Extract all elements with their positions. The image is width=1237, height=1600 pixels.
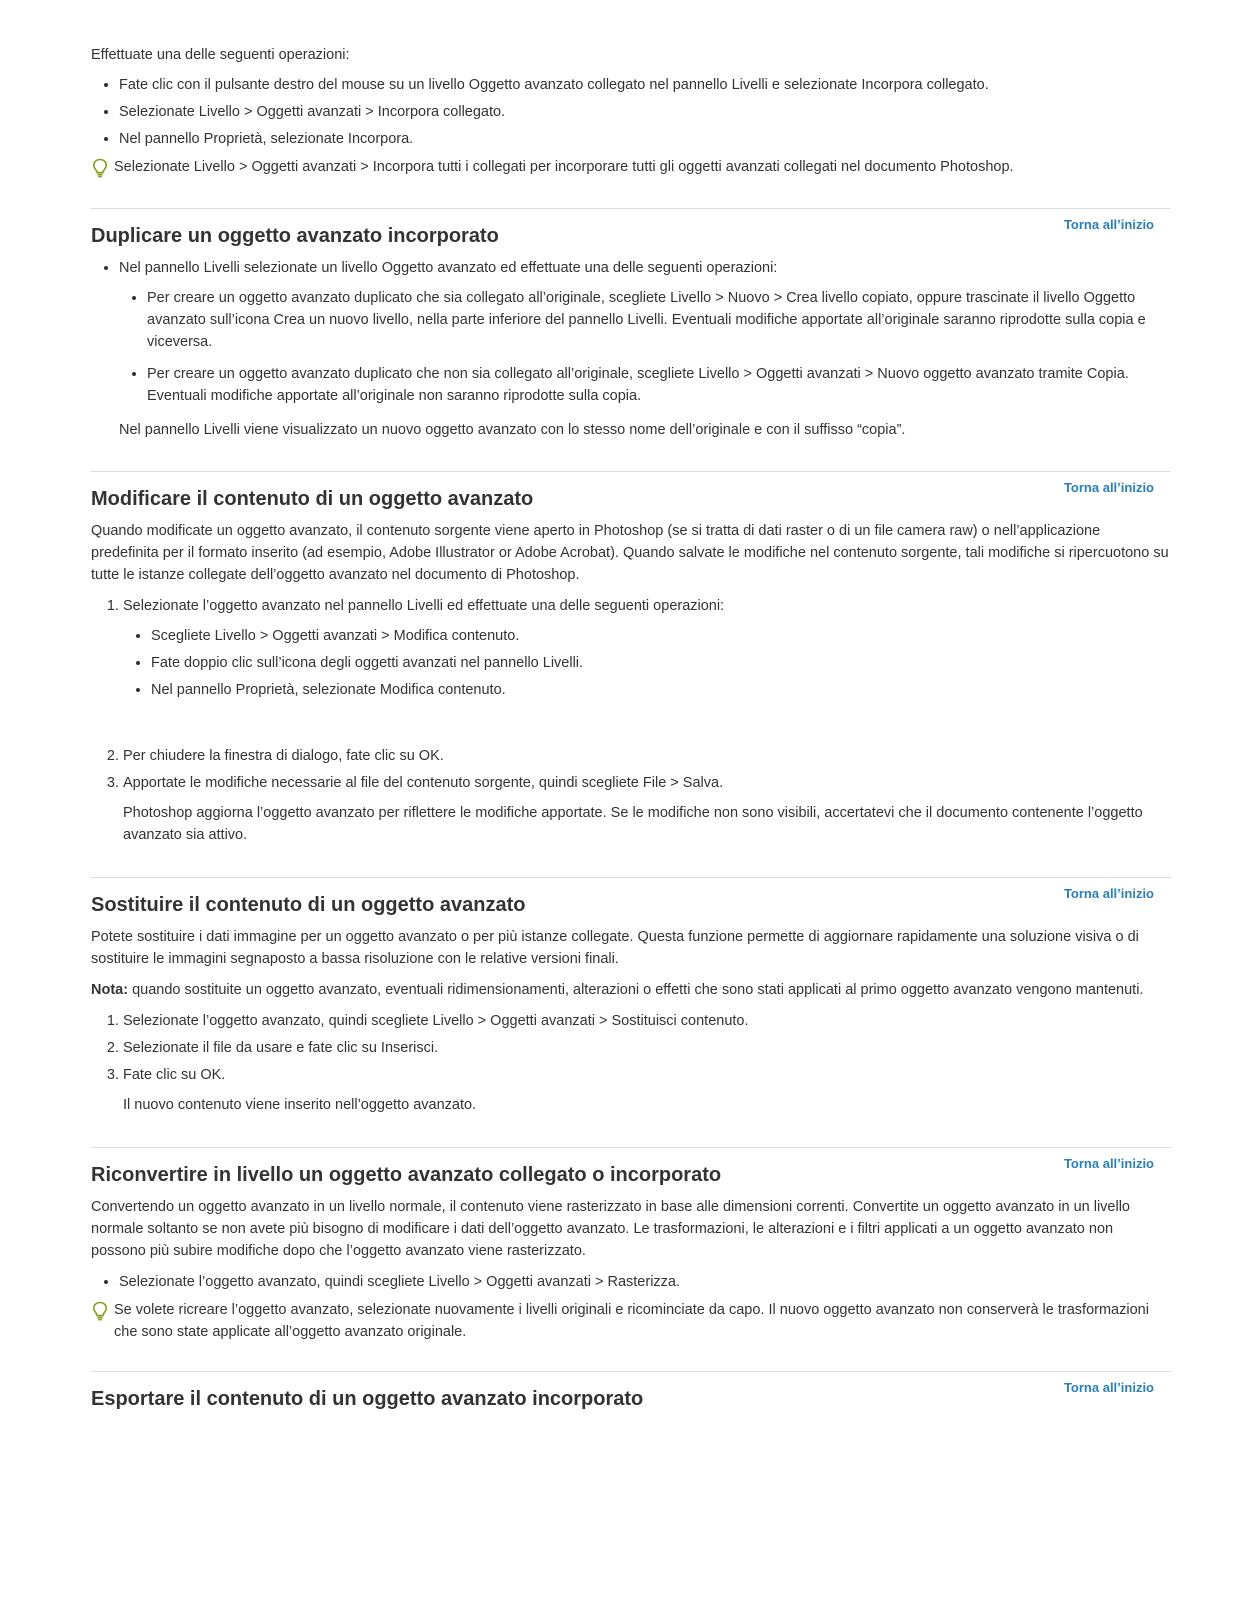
list-item: • Per creare un oggetto avanzato duplicato che sia collegato all’originale, scegliete Livello > Nuovo > Crea livello copiato, oppure trascinate il livello Oggetto avanzato sull’icona Crea un nuovo livello, nella parte inferiore del pannello Livelli. Eventuali modifiche apportate all’originale saranno riprodotte sulla copia e viceversa.: [147, 287, 1171, 353]
list-item: 2. Per chiudere la finestra di dialogo, fate clic su OK.: [123, 745, 1171, 767]
list-item: [119, 257, 1171, 407]
note-text: quando sostituite un oggetto avanzato, eventuali ridimensionamenti, alterazioni o effetti che sono stati applicati al primo oggetto avanzato vengono mantenuti.: [128, 982, 1144, 998]
note-label: Nota:: [91, 982, 129, 998]
tip-note: [91, 1299, 1171, 1343]
replace-step3-result: Il nuovo contenuto viene inserito nell’oggetto avanzato.: [123, 1097, 477, 1113]
list-item: • Selezionate l’oggetto avanzato, quindi scegliete Livello > Oggetti avanzati > Rasterizza.: [119, 1271, 1171, 1293]
list-item: 2. Selezionate il file da usare e fate clic su Inserisci.: [123, 1037, 1171, 1059]
convert-bullet-list: [91, 1271, 1171, 1293]
tip-text: Se volete ricreare l’oggetto avanzato, selezionate nuovamente i livelli originali e ricominciate da capo. Il nuovo oggetto avanzato non conserverà le trasformazioni che sono state applicate all’oggetto avanzato originale.: [114, 1302, 1149, 1340]
list-item: [123, 595, 1171, 740]
section-duplicate: [91, 208, 1171, 441]
replace-paragraph: Potete sostituire i dati immagine per un oggetto avanzato o per più istanze collegate. Questa funzione permette di aggiornare rapidamente una soluzione visiva o di sostituire le immagini segnaposto a bassa risoluzione con le relative versioni finali.: [91, 929, 1139, 967]
duplicate-bullet-list: [91, 257, 1171, 407]
edit-step3-result: Photoshop aggiorna l’oggetto avanzato per riflettere le modifiche apportate. Se le modifiche non sono visibili, accertatevi che il documento contenente l’oggetto avanzato sia attivo.: [123, 805, 1143, 843]
section-title: Modificare il contenuto di un oggetto avanzato: [91, 488, 534, 510]
back-to-top-link[interactable]: Torna all’inizio: [1063, 1380, 1154, 1395]
edit-sub-list: [123, 625, 1171, 701]
list-item: • Selezionate Livello > Oggetti avanzati > Incorpora collegato.: [119, 101, 1171, 123]
list-item-text: Selezionate l’oggetto avanzato nel pannello Livelli ed effettuate una delle seguenti operazioni:: [123, 598, 725, 614]
section-title: Sostituire il contenuto di un oggetto avanzato: [91, 894, 526, 916]
section-title: Duplicare un oggetto avanzato incorporato: [91, 225, 499, 247]
list-item-text: Nel pannello Livelli selezionate un livello Oggetto avanzato ed effettuate una delle seguenti operazioni:: [119, 260, 778, 276]
edit-steps-list: [91, 595, 1171, 846]
duplicate-sub-list: [119, 287, 1171, 407]
section-convert: [91, 1147, 1171, 1343]
edit-paragraph: Quando modificate un oggetto avanzato, il contenuto sorgente viene aperto in Photoshop (se si tratta di dati raster o di un file camera raw) o nell’applicazione predefinita per il formato inserito (ad esempio, Adobe Illustrator or Adobe Acrobat). Quando salvate le modifiche nel contenuto sorgente, tali modifiche si ripercuotono su tutte le istanze collegate dell’oggetto avanzato nel documento di Photoshop.: [91, 523, 1169, 583]
tip-text: Selezionate Livello > Oggetti avanzati > Incorpora tutti i collegati per incorporare tutti gli oggetti avanzati collegati nel documento Photoshop.: [114, 159, 1014, 175]
replace-steps-list: [91, 1010, 1171, 1116]
list-item-text: Fate clic su OK.: [123, 1067, 226, 1083]
list-item: • Nel pannello Proprietà, selezionate Incorpora.: [119, 128, 1171, 150]
list-item: [123, 1064, 1171, 1116]
lightbulb-icon: [91, 1301, 109, 1321]
list-item: • Per creare un oggetto avanzato duplicato che non sia collegato all’originale, scegliete Livello > Oggetti avanzati > Nuovo oggetto avanzato tramite Copia. Eventuali modifiche apportate all’originale non saranno riprodotte sulla copia.: [147, 363, 1171, 407]
convert-paragraph: Convertendo un oggetto avanzato in un livello normale, il contenuto viene rasterizzato in base alle dimensioni correnti. Convertite un oggetto avanzato in un livello normale soltanto se non avete più bisogno di modificare i dati dell’oggetto avanzato. Le trasformazioni, le alterazioni e i filtri applicati a un oggetto avanzato non possono più subire modifiche dopo che l’oggetto avanzato viene rasterizzato.: [91, 1199, 1130, 1259]
duplicate-result-text: Nel pannello Livelli viene visualizzato un nuovo oggetto avanzato con lo stesso nome dell’originale e con il suffisso “copia”.: [119, 422, 906, 438]
lightbulb-icon: [91, 158, 109, 178]
section-replace: [91, 877, 1171, 1116]
tip-note: [91, 156, 1171, 178]
back-to-top-link[interactable]: Torna all’inizio: [1063, 886, 1154, 901]
list-item: • Fate clic con il pulsante destro del mouse su un livello Oggetto avanzato collegato nel pannello Livelli e selezionate Incorpora collegato.: [119, 74, 1171, 96]
list-item: • Nel pannello Proprietà, selezionate Modifica contenuto.: [151, 679, 1171, 701]
list-item: • Scegliete Livello > Oggetti avanzati > Modifica contenuto.: [151, 625, 1171, 647]
section-title: Riconvertire in livello un oggetto avanzato collegato o incorporato: [91, 1164, 722, 1186]
list-item: 1. Selezionate l’oggetto avanzato, quindi scegliete Livello > Oggetti avanzati > Sostituisci contenuto.: [123, 1010, 1171, 1032]
list-item-text: Apportate le modifiche necessarie al file del contenuto sorgente, quindi scegliete File > Salva.: [123, 775, 724, 791]
back-to-top-link[interactable]: Torna all’inizio: [1063, 1156, 1154, 1171]
list-item: [123, 772, 1171, 846]
document-content: [91, 44, 1171, 1420]
back-to-top-link[interactable]: Torna all’inizio: [1063, 217, 1154, 232]
list-item: • Fate doppio clic sull’icona degli oggetti avanzati nel pannello Livelli.: [151, 652, 1171, 674]
section-edit: [91, 471, 1171, 846]
intro-bullet-list: [91, 74, 1171, 150]
replace-note: [91, 979, 1171, 1001]
section-export: [91, 1371, 1171, 1414]
section-title: Esportare il contenuto di un oggetto avanzato incorporato: [91, 1388, 644, 1410]
back-to-top-link[interactable]: Torna all’inizio: [1063, 480, 1154, 495]
intro-text: Effettuate una delle seguenti operazioni:: [91, 47, 350, 63]
